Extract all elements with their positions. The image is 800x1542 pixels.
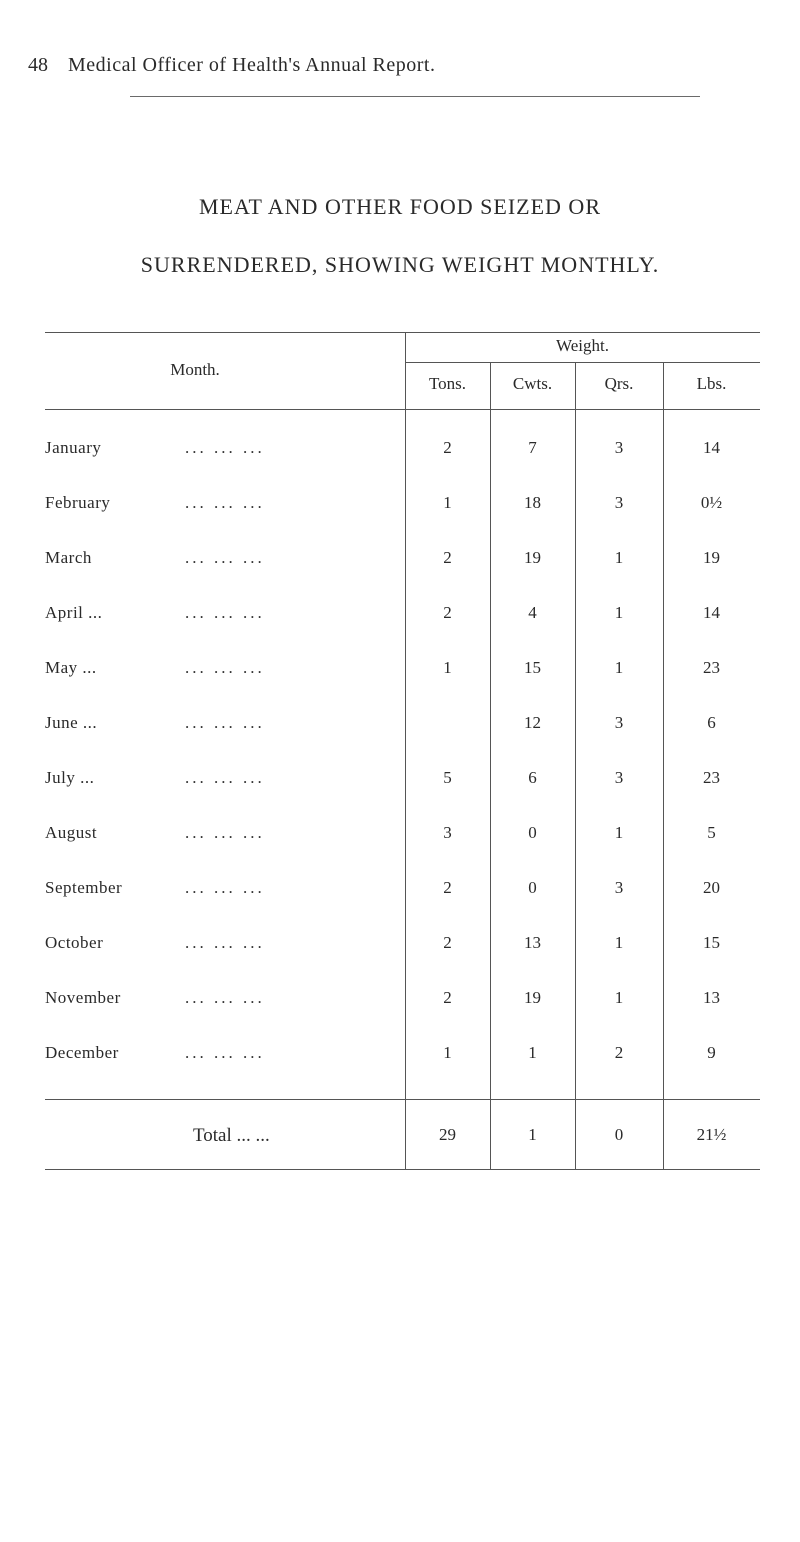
header-lbs: Lbs. <box>696 374 727 393</box>
cell-cwts: 12 <box>524 713 541 732</box>
row-month: December <box>45 1043 119 1062</box>
cell-tons: 1 <box>443 658 452 677</box>
cell-qrs: 1 <box>614 603 624 622</box>
cell-qrs: 2 <box>614 1043 624 1062</box>
header-bottom-rule <box>45 409 760 410</box>
row-leader: ... ... ... <box>185 878 265 897</box>
row-month: May ... <box>45 658 97 677</box>
row-month: November <box>45 988 121 1007</box>
row-leader: ... ... ... <box>185 493 265 512</box>
row-leader: ... ... ... <box>185 658 265 677</box>
cell-lbs: 19 <box>703 548 720 567</box>
cell-qrs: 1 <box>614 988 624 1007</box>
table-title-line-2: SURRENDERED, SHOWING WEIGHT MONTHLY. <box>140 252 660 277</box>
cell-cwts: 19 <box>524 988 541 1007</box>
cell-cwts: 0 <box>528 823 537 842</box>
table-row <box>45 603 760 627</box>
weight-table <box>45 332 760 1542</box>
cell-tons: 2 <box>443 988 452 1007</box>
table-row <box>45 988 760 1012</box>
table-row <box>45 878 760 902</box>
cell-lbs: 5 <box>707 823 716 842</box>
weight-sub-rule <box>405 362 760 363</box>
cell-qrs: 1 <box>614 658 624 677</box>
cell-qrs: 3 <box>614 713 624 732</box>
row-month: February <box>45 493 111 512</box>
table-title-line-1: MEAT AND OTHER FOOD SEIZED OR <box>199 194 601 219</box>
row-month: March <box>45 548 92 567</box>
cell-tons: 3 <box>443 823 452 842</box>
row-leader: ... ... ... <box>185 603 265 622</box>
total-tons: 29 <box>439 1125 456 1144</box>
page-header <box>0 54 800 84</box>
cell-qrs: 3 <box>614 768 624 787</box>
total-qrs: 0 <box>614 1125 624 1144</box>
row-leader: ... ... ... <box>185 768 265 787</box>
running-title: Medical Officer of Health's Annual Report. <box>68 54 436 76</box>
row-month: September <box>45 878 123 897</box>
cell-cwts: 15 <box>524 658 541 677</box>
cell-lbs: 14 <box>703 438 720 457</box>
cell-lbs: 0½ <box>700 493 723 512</box>
cell-qrs: 1 <box>614 933 624 952</box>
cell-cwts: 18 <box>524 493 541 512</box>
row-month: June ... <box>45 713 98 732</box>
cell-tons: 2 <box>443 933 452 952</box>
table-row <box>45 713 760 737</box>
table-row <box>45 1043 760 1067</box>
header-cwts: Cwts. <box>512 374 553 393</box>
row-leader: ... ... ... <box>185 823 265 842</box>
table-row <box>45 933 760 957</box>
cell-lbs: 9 <box>707 1043 716 1062</box>
cell-cwts: 6 <box>528 768 537 787</box>
cell-cwts: 7 <box>528 438 537 457</box>
cell-lbs: 6 <box>707 713 716 732</box>
cell-lbs: 23 <box>703 768 720 787</box>
row-leader: ... ... ... <box>185 438 265 457</box>
page-number: 48 <box>28 54 48 76</box>
table-bottom-rule <box>45 1169 760 1170</box>
header-rule <box>130 96 700 97</box>
total-lbs: 21½ <box>696 1125 727 1144</box>
row-month: July ... <box>45 768 95 787</box>
cell-tons: 5 <box>443 768 452 787</box>
cell-cwts: 1 <box>528 1043 537 1062</box>
cell-qrs: 3 <box>614 493 624 512</box>
cell-lbs: 20 <box>703 878 720 897</box>
cell-cwts: 13 <box>524 933 541 952</box>
cell-qrs: 3 <box>614 878 624 897</box>
total-label: Total ... ... <box>193 1125 270 1146</box>
table-row <box>45 438 760 462</box>
row-leader: ... ... ... <box>185 548 265 567</box>
cell-tons: 1 <box>443 493 452 512</box>
cell-lbs: 23 <box>703 658 720 677</box>
cell-cwts: 19 <box>524 548 541 567</box>
cell-tons: 2 <box>443 878 452 897</box>
row-month: January <box>45 438 102 457</box>
total-row <box>45 1125 760 1151</box>
row-leader: ... ... ... <box>185 933 265 952</box>
header-month: Month. <box>170 360 220 379</box>
table-row <box>45 768 760 792</box>
row-month: August <box>45 823 98 842</box>
row-leader: ... ... ... <box>185 713 265 732</box>
cell-cwts: 0 <box>528 878 537 897</box>
row-month: October <box>45 933 104 952</box>
cell-lbs: 14 <box>703 603 720 622</box>
table-row <box>45 493 760 517</box>
table-row <box>45 823 760 847</box>
cell-cwts: 4 <box>528 603 537 622</box>
header-qrs: Qrs. <box>604 374 634 393</box>
row-leader: ... ... ... <box>185 1043 265 1062</box>
cell-tons: 2 <box>443 438 452 457</box>
cell-lbs: 13 <box>703 988 720 1007</box>
header-weight: Weight. <box>556 336 609 355</box>
cell-tons: 2 <box>443 603 452 622</box>
cell-qrs: 1 <box>614 823 624 842</box>
cell-qrs: 3 <box>614 438 624 457</box>
table-row <box>45 548 760 572</box>
cell-qrs: 1 <box>614 548 624 567</box>
row-month: April ... <box>45 603 103 622</box>
header-tons: Tons. <box>428 374 467 393</box>
row-leader: ... ... ... <box>185 988 265 1007</box>
total-cwts: 1 <box>528 1125 537 1144</box>
body-bottom-rule <box>45 1099 760 1100</box>
cell-tons: 1 <box>443 1043 452 1062</box>
cell-lbs: 15 <box>703 933 720 952</box>
cell-tons: 2 <box>443 548 452 567</box>
table-row <box>45 658 760 682</box>
table-top-rule <box>45 332 760 333</box>
